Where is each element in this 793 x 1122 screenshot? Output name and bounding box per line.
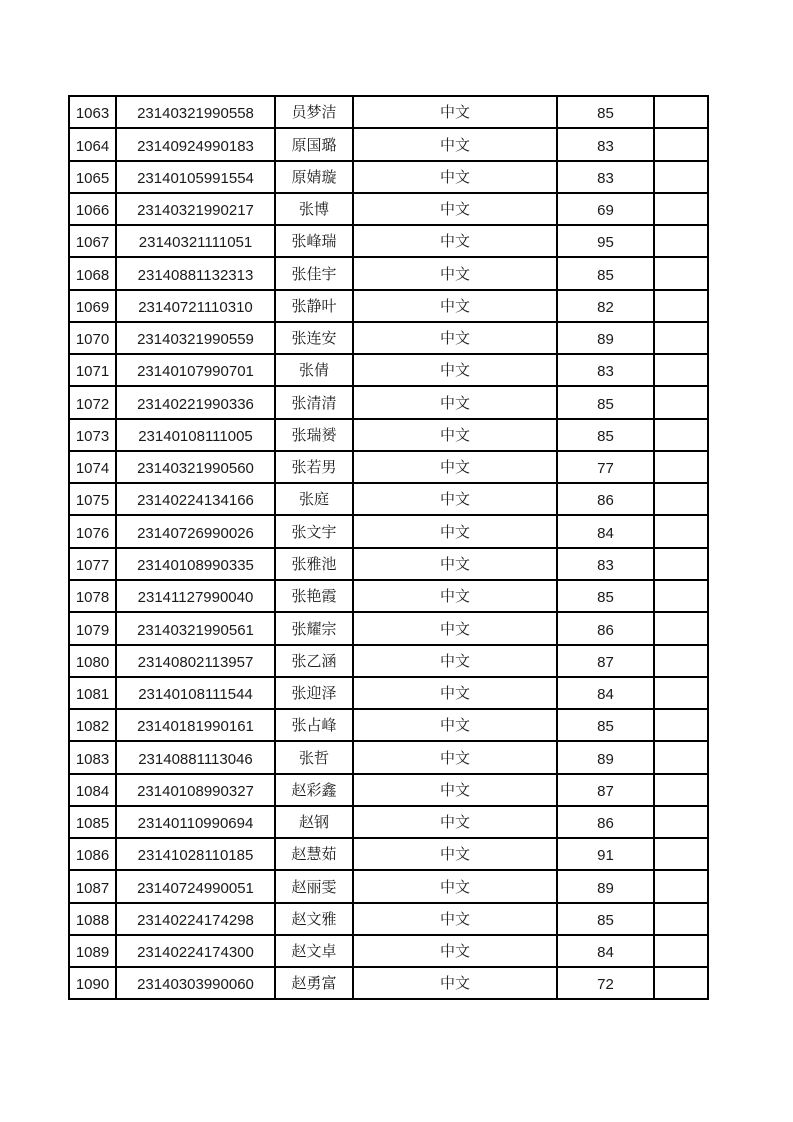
table-row bbox=[69, 96, 708, 128]
subject-cell: 中文 bbox=[353, 548, 557, 580]
score-cell: 87 bbox=[557, 774, 654, 806]
score-cell: 83 bbox=[557, 354, 654, 386]
blank-cell bbox=[654, 580, 708, 612]
subject-cell: 中文 bbox=[353, 709, 557, 741]
name-cell: 原婧璇 bbox=[275, 161, 353, 193]
row-index-cell: 1079 bbox=[69, 612, 116, 644]
score-cell: 86 bbox=[557, 612, 654, 644]
score-cell: 69 bbox=[557, 193, 654, 225]
row-index-cell: 1085 bbox=[69, 806, 116, 838]
candidate-id-cell: 23141028110185 bbox=[116, 838, 275, 870]
name-cell: 张文宇 bbox=[275, 515, 353, 547]
score-cell: 83 bbox=[557, 161, 654, 193]
name-cell: 张连安 bbox=[275, 322, 353, 354]
table-row bbox=[69, 193, 708, 225]
candidate-id-cell: 23140924990183 bbox=[116, 128, 275, 160]
candidate-id-cell: 23140321990561 bbox=[116, 612, 275, 644]
score-cell: 89 bbox=[557, 870, 654, 902]
subject-cell: 中文 bbox=[353, 515, 557, 547]
blank-cell bbox=[654, 515, 708, 547]
blank-cell bbox=[654, 161, 708, 193]
table-row bbox=[69, 806, 708, 838]
table-row bbox=[69, 419, 708, 451]
blank-cell bbox=[654, 548, 708, 580]
blank-cell bbox=[654, 741, 708, 773]
candidate-id-cell: 23140107990701 bbox=[116, 354, 275, 386]
subject-cell: 中文 bbox=[353, 774, 557, 806]
candidate-id-cell: 23140181990161 bbox=[116, 709, 275, 741]
name-cell: 张峰瑞 bbox=[275, 225, 353, 257]
name-cell: 张博 bbox=[275, 193, 353, 225]
candidate-id-cell: 23140802113957 bbox=[116, 645, 275, 677]
score-cell: 83 bbox=[557, 128, 654, 160]
name-cell: 原国璐 bbox=[275, 128, 353, 160]
table-row bbox=[69, 645, 708, 677]
blank-cell bbox=[654, 290, 708, 322]
score-cell: 89 bbox=[557, 322, 654, 354]
score-cell: 87 bbox=[557, 645, 654, 677]
score-cell: 83 bbox=[557, 548, 654, 580]
blank-cell bbox=[654, 935, 708, 967]
row-index-cell: 1090 bbox=[69, 967, 116, 999]
score-cell: 85 bbox=[557, 257, 654, 289]
table-row bbox=[69, 354, 708, 386]
name-cell: 赵文卓 bbox=[275, 935, 353, 967]
candidate-id-cell: 23140321111051 bbox=[116, 225, 275, 257]
subject-cell: 中文 bbox=[353, 741, 557, 773]
row-index-cell: 1075 bbox=[69, 483, 116, 515]
subject-cell: 中文 bbox=[353, 806, 557, 838]
subject-cell: 中文 bbox=[353, 903, 557, 935]
subject-cell: 中文 bbox=[353, 193, 557, 225]
name-cell: 张耀宗 bbox=[275, 612, 353, 644]
table-row bbox=[69, 257, 708, 289]
name-cell: 张佳宇 bbox=[275, 257, 353, 289]
blank-cell bbox=[654, 612, 708, 644]
table-row bbox=[69, 612, 708, 644]
name-cell: 赵文雅 bbox=[275, 903, 353, 935]
blank-cell bbox=[654, 322, 708, 354]
row-index-cell: 1081 bbox=[69, 677, 116, 709]
score-cell: 91 bbox=[557, 838, 654, 870]
blank-cell bbox=[654, 870, 708, 902]
score-cell: 86 bbox=[557, 806, 654, 838]
row-index-cell: 1082 bbox=[69, 709, 116, 741]
table-row bbox=[69, 548, 708, 580]
candidate-id-cell: 23140108111005 bbox=[116, 419, 275, 451]
subject-cell: 中文 bbox=[353, 645, 557, 677]
row-index-cell: 1070 bbox=[69, 322, 116, 354]
blank-cell bbox=[654, 386, 708, 418]
blank-cell bbox=[654, 225, 708, 257]
row-index-cell: 1073 bbox=[69, 419, 116, 451]
blank-cell bbox=[654, 903, 708, 935]
name-cell: 张雅池 bbox=[275, 548, 353, 580]
row-index-cell: 1074 bbox=[69, 451, 116, 483]
candidate-id-cell: 23140303990060 bbox=[116, 967, 275, 999]
subject-cell: 中文 bbox=[353, 838, 557, 870]
subject-cell: 中文 bbox=[353, 322, 557, 354]
name-cell: 赵勇富 bbox=[275, 967, 353, 999]
score-cell: 85 bbox=[557, 580, 654, 612]
row-index-cell: 1083 bbox=[69, 741, 116, 773]
name-cell: 张倩 bbox=[275, 354, 353, 386]
subject-cell: 中文 bbox=[353, 128, 557, 160]
row-index-cell: 1069 bbox=[69, 290, 116, 322]
score-cell: 85 bbox=[557, 96, 654, 128]
table-row bbox=[69, 161, 708, 193]
score-cell: 85 bbox=[557, 903, 654, 935]
name-cell: 赵钢 bbox=[275, 806, 353, 838]
row-index-cell: 1088 bbox=[69, 903, 116, 935]
name-cell: 张静叶 bbox=[275, 290, 353, 322]
table-row bbox=[69, 870, 708, 902]
score-cell: 84 bbox=[557, 515, 654, 547]
candidate-id-cell: 23140721110310 bbox=[116, 290, 275, 322]
name-cell: 张清清 bbox=[275, 386, 353, 418]
table-row bbox=[69, 483, 708, 515]
subject-cell: 中文 bbox=[353, 935, 557, 967]
row-index-cell: 1071 bbox=[69, 354, 116, 386]
subject-cell: 中文 bbox=[353, 870, 557, 902]
score-cell: 86 bbox=[557, 483, 654, 515]
candidate-id-cell: 23140224174298 bbox=[116, 903, 275, 935]
row-index-cell: 1076 bbox=[69, 515, 116, 547]
name-cell: 张乙涵 bbox=[275, 645, 353, 677]
score-table-body bbox=[69, 96, 708, 999]
subject-cell: 中文 bbox=[353, 677, 557, 709]
subject-cell: 中文 bbox=[353, 290, 557, 322]
blank-cell bbox=[654, 193, 708, 225]
score-cell: 84 bbox=[557, 935, 654, 967]
row-index-cell: 1064 bbox=[69, 128, 116, 160]
candidate-id-cell: 23140321990217 bbox=[116, 193, 275, 225]
table-row bbox=[69, 677, 708, 709]
table-row bbox=[69, 709, 708, 741]
score-cell: 85 bbox=[557, 419, 654, 451]
subject-cell: 中文 bbox=[353, 257, 557, 289]
row-index-cell: 1066 bbox=[69, 193, 116, 225]
row-index-cell: 1063 bbox=[69, 96, 116, 128]
name-cell: 张哲 bbox=[275, 741, 353, 773]
candidate-id-cell: 23140110990694 bbox=[116, 806, 275, 838]
blank-cell bbox=[654, 967, 708, 999]
row-index-cell: 1077 bbox=[69, 548, 116, 580]
row-index-cell: 1087 bbox=[69, 870, 116, 902]
blank-cell bbox=[654, 451, 708, 483]
blank-cell bbox=[654, 483, 708, 515]
table-row bbox=[69, 935, 708, 967]
row-index-cell: 1080 bbox=[69, 645, 116, 677]
subject-cell: 中文 bbox=[353, 612, 557, 644]
candidate-id-cell: 23140221990336 bbox=[116, 386, 275, 418]
table-row bbox=[69, 386, 708, 418]
candidate-id-cell: 23140726990026 bbox=[116, 515, 275, 547]
table-row bbox=[69, 451, 708, 483]
name-cell: 赵丽雯 bbox=[275, 870, 353, 902]
blank-cell bbox=[654, 709, 708, 741]
row-index-cell: 1065 bbox=[69, 161, 116, 193]
candidate-id-cell: 23140724990051 bbox=[116, 870, 275, 902]
table-row bbox=[69, 967, 708, 999]
score-cell: 85 bbox=[557, 386, 654, 418]
blank-cell bbox=[654, 677, 708, 709]
table-row bbox=[69, 225, 708, 257]
subject-cell: 中文 bbox=[353, 451, 557, 483]
name-cell: 张庭 bbox=[275, 483, 353, 515]
name-cell: 张迎泽 bbox=[275, 677, 353, 709]
blank-cell bbox=[654, 96, 708, 128]
table-row bbox=[69, 290, 708, 322]
subject-cell: 中文 bbox=[353, 354, 557, 386]
candidate-id-cell: 23140105991554 bbox=[116, 161, 275, 193]
blank-cell bbox=[654, 354, 708, 386]
table-row bbox=[69, 903, 708, 935]
candidate-id-cell: 23140224174300 bbox=[116, 935, 275, 967]
blank-cell bbox=[654, 774, 708, 806]
candidate-id-cell: 23140321990558 bbox=[116, 96, 275, 128]
subject-cell: 中文 bbox=[353, 386, 557, 418]
row-index-cell: 1086 bbox=[69, 838, 116, 870]
candidate-id-cell: 23140881113046 bbox=[116, 741, 275, 773]
blank-cell bbox=[654, 128, 708, 160]
row-index-cell: 1084 bbox=[69, 774, 116, 806]
row-index-cell: 1067 bbox=[69, 225, 116, 257]
name-cell: 张瑞赟 bbox=[275, 419, 353, 451]
name-cell: 张若男 bbox=[275, 451, 353, 483]
score-cell: 77 bbox=[557, 451, 654, 483]
name-cell: 张艳霞 bbox=[275, 580, 353, 612]
score-cell: 89 bbox=[557, 741, 654, 773]
name-cell: 赵慧茹 bbox=[275, 838, 353, 870]
table-row bbox=[69, 838, 708, 870]
row-index-cell: 1068 bbox=[69, 257, 116, 289]
score-cell: 95 bbox=[557, 225, 654, 257]
score-cell: 82 bbox=[557, 290, 654, 322]
candidate-id-cell: 23140321990559 bbox=[116, 322, 275, 354]
table-row bbox=[69, 322, 708, 354]
name-cell: 张占峰 bbox=[275, 709, 353, 741]
table-row bbox=[69, 774, 708, 806]
score-cell: 85 bbox=[557, 709, 654, 741]
candidate-id-cell: 23140321990560 bbox=[116, 451, 275, 483]
candidate-id-cell: 23140224134166 bbox=[116, 483, 275, 515]
blank-cell bbox=[654, 645, 708, 677]
blank-cell bbox=[654, 806, 708, 838]
candidate-id-cell: 23141127990040 bbox=[116, 580, 275, 612]
score-cell: 72 bbox=[557, 967, 654, 999]
name-cell: 赵彩鑫 bbox=[275, 774, 353, 806]
subject-cell: 中文 bbox=[353, 967, 557, 999]
score-cell: 84 bbox=[557, 677, 654, 709]
subject-cell: 中文 bbox=[353, 580, 557, 612]
blank-cell bbox=[654, 419, 708, 451]
candidate-id-cell: 23140108111544 bbox=[116, 677, 275, 709]
table-row bbox=[69, 128, 708, 160]
blank-cell bbox=[654, 257, 708, 289]
table-row bbox=[69, 741, 708, 773]
candidate-id-cell: 23140108990335 bbox=[116, 548, 275, 580]
row-index-cell: 1072 bbox=[69, 386, 116, 418]
candidate-id-cell: 23140108990327 bbox=[116, 774, 275, 806]
blank-cell bbox=[654, 838, 708, 870]
row-index-cell: 1078 bbox=[69, 580, 116, 612]
subject-cell: 中文 bbox=[353, 96, 557, 128]
subject-cell: 中文 bbox=[353, 225, 557, 257]
row-index-cell: 1089 bbox=[69, 935, 116, 967]
name-cell: 员梦洁 bbox=[275, 96, 353, 128]
subject-cell: 中文 bbox=[353, 483, 557, 515]
score-table bbox=[68, 95, 709, 1000]
table-row bbox=[69, 580, 708, 612]
subject-cell: 中文 bbox=[353, 419, 557, 451]
subject-cell: 中文 bbox=[353, 161, 557, 193]
candidate-id-cell: 23140881132313 bbox=[116, 257, 275, 289]
table-row bbox=[69, 515, 708, 547]
